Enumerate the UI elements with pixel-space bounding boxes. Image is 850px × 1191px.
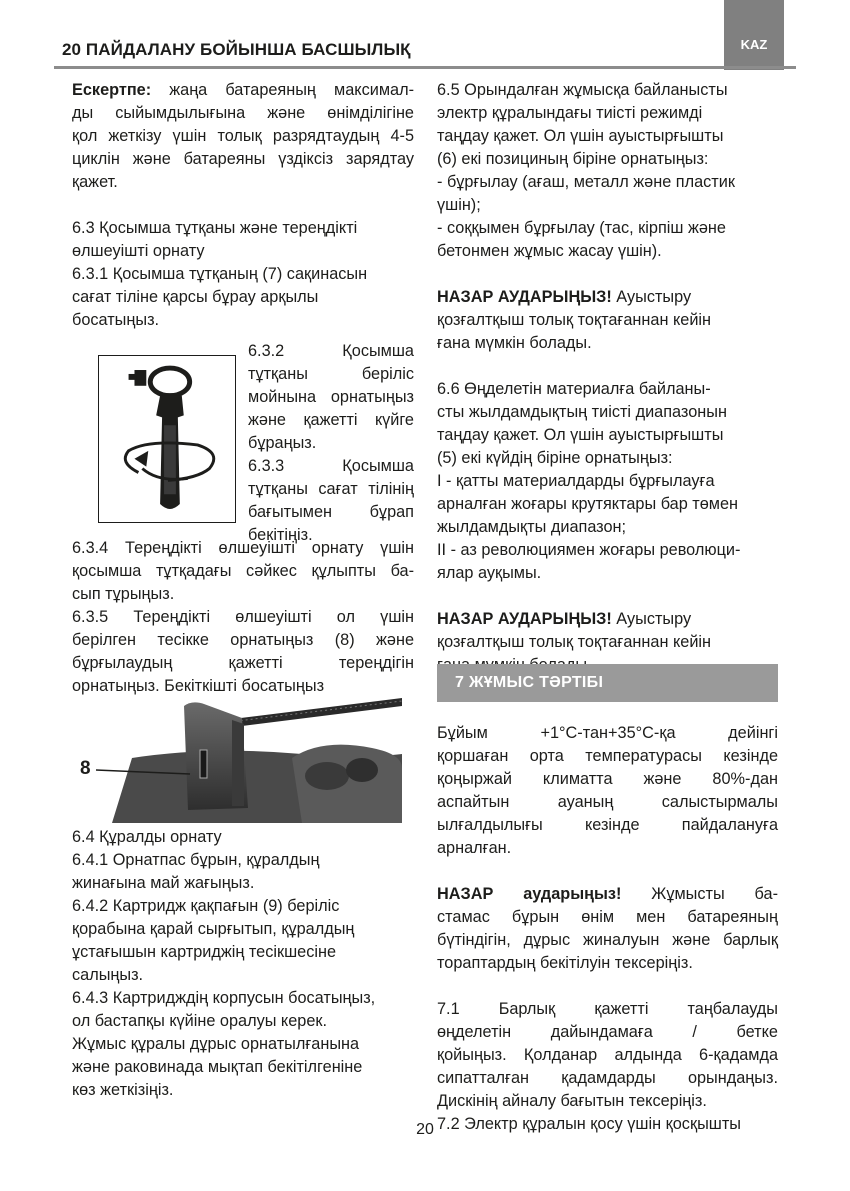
auxiliary-handle-illustration [99, 356, 235, 522]
step-6-5: үшін); [437, 196, 481, 214]
page-header [0, 0, 850, 70]
step-6-5: - соққымен бұрғылау (тас, кірпіш және [437, 219, 726, 237]
page-number: 20 [416, 1121, 434, 1138]
attention-note-3: тораптардың бекітілуін тексеріңіз. [437, 954, 693, 972]
step-6-4-1: жинағына май жағыңыз. [72, 874, 255, 892]
figure-callout-label: 8 [80, 758, 91, 779]
step-6-6: I - қатты материалдарды бұрғылауға [437, 472, 715, 490]
step-6-6: 6.6 Өңделетін материалға байланы- [437, 380, 711, 398]
step-7-1: өңделетін дайындамаға / бетке [437, 1023, 778, 1041]
step-6-6: арналған жоғары крутяктары бар төмен [437, 495, 739, 513]
section-6-3-title: 6.3 Қосымша тұтқаны және тереңдікті [72, 219, 358, 237]
attention-label: НАЗАР аударыңыз! [437, 885, 622, 903]
step-6-4-3: 6.4.3 Картридждің корпусын босатыңыз, [72, 989, 376, 1007]
depth-gauge-figure [72, 698, 402, 823]
attention-note-2: қозғалтқыш толық тоқтағаннан кейін [437, 633, 712, 651]
left-column-middle [72, 537, 414, 698]
section-6-4-title: 6.4 Құралды орнату [72, 828, 222, 846]
step-6-5: электр құралындағы тиісті режимді [437, 104, 703, 122]
step-6-4-2: салыңыз. [72, 966, 144, 984]
step-6-4-3: көз жеткізіңіз. [72, 1081, 174, 1099]
step-6-3-5: орнатыңыз. Бекіткішті босатыңыз [72, 677, 325, 695]
attention-note-1: ғана мүмкін болады. [437, 334, 592, 352]
attention-label: НАЗАР АУДАРЫҢЫЗ! [437, 610, 612, 628]
step-6-3-2: 6.3.2 Қосымша тұтқаны беріліс мойнына орнатыңыз және қажетті күйге бұраңыз. [248, 342, 414, 452]
step-6-5: таңдау қажет. Ол үшін ауыстырғышты [437, 127, 724, 145]
step-6-4-2: 6.4.2 Картридж қақпағын (9) беріліс [72, 897, 340, 915]
step-6-5: - бұрғылау (ағаш, металл және пластик [437, 173, 735, 191]
language-tab [724, 0, 784, 70]
step-6-3-4: сып тұрыңыз. [72, 585, 175, 603]
step-6-6: жылдамдықты диапазон; [437, 518, 627, 536]
step-7-1: Дискінің айналу бағытын тексеріңіз. [437, 1092, 707, 1110]
note-line: циклін және батареяны үздіксіз зарядтау [72, 150, 414, 168]
left-column-bottom [72, 826, 414, 1102]
step-7-2: 7.2 Электр құралын қосу үшін қосқышты [437, 1115, 741, 1133]
step-6-6: таңдау қажет. Ол үшін ауыстырғышты [437, 426, 724, 444]
section-6-3-title: өлшеуішті орнату [72, 242, 205, 260]
header-title: 20 ПАЙДАЛАНУ БОЙЫНША БАСШЫЛЫҚ [62, 40, 411, 59]
step-6-4-3: ол бастапқы күйіне оралуы керек. [72, 1012, 328, 1030]
step-6-3-3: 6.3.3 Қосымша тұтқаны сағат тілінің бағытымен бұрап бекітіңіз. [248, 457, 414, 544]
step-6-3-4: 6.3.4 Тереңдікті өлшеуішті орнату үшін [72, 539, 414, 557]
note-line: қол жеткізу үшін толық разрядтаудың 4-5 [72, 127, 414, 145]
step-7-1: қойыңыз. Қолданар алдында 6-қадамда [437, 1046, 778, 1064]
section-7-intro: Бұйым +1°С-тан+35°С-қа дейінгі [437, 724, 778, 742]
step-6-5: бетонмен жұмыс жасау үшін). [437, 242, 662, 260]
right-column-bottom [437, 722, 778, 1136]
step-6-6: ялар ауқымы. [437, 564, 542, 582]
step-6-3-1: 6.3.1 Қосымша тұтқаның (7) сақинасын [72, 265, 368, 283]
step-6-3-1: босатыңыз. [72, 311, 160, 329]
step-6-6: (5) екі күйдің біріне орнатыңыз: [437, 449, 673, 467]
depth-gauge-illustration [72, 698, 402, 823]
section-7-intro: аспайтын ауаның салыстырмалы [437, 793, 778, 811]
step-6-4-3: және раковинада мықтап бекітілгеніне [72, 1058, 363, 1076]
step-6-5: 6.5 Орындалған жұмысқа байланысты [437, 81, 728, 99]
auxiliary-handle-figure [98, 355, 236, 523]
section-7-intro: қоршаған орта температурасы кезінде [437, 747, 778, 765]
step-6-4-2: ұстағышын картриджің тесікшесіне [72, 943, 337, 961]
attention-note-1: НАЗАР АУДАРЫҢЫЗ! Ауыстыру [437, 288, 692, 306]
step-6-6: II - аз революциямен жоғары революци- [437, 541, 741, 559]
header-divider [54, 66, 796, 69]
step-6-6: сты жылдамдықтың тиісті диапазонын [437, 403, 727, 421]
language-tab-label: KAZ [740, 37, 768, 52]
attention-note-2: НАЗАР АУДАРЫҢЫЗ! Ауыстыру [437, 610, 692, 628]
note-line: қажет. [72, 173, 118, 191]
section-7-title: 7 ЖҰМЫС ТӘРТІБІ [455, 674, 604, 691]
attention-note-3: НАЗАР аударыңыз! Жұмысты ба- [437, 885, 778, 903]
step-6-4-3: Жұмыс құралы дұрыс орнатылғанына [72, 1035, 360, 1053]
attention-note-3: стамас бұрын өнім мен батареяның [437, 908, 778, 926]
step-6-3-1: сағат тіліне қарсы бұрау арқылы [72, 288, 319, 306]
step-6-3-5: бұрғылаудың қажетті тереңдігін [72, 654, 414, 672]
section-7-header [437, 664, 778, 702]
step-6-3-4: қосымша тұтқадағы сәйкес құлыпты ба- [72, 562, 414, 580]
section-7-intro: ылғалдылығы кезінде пайдалануға [437, 816, 778, 834]
attention-note-3: бүтіндігін, дұрыс жиналуын және барлық [437, 931, 778, 949]
step-7-1: 7.1 Барлық қажетті таңбалауды [437, 1000, 778, 1018]
step-6-4-2: қорабына қарай сырғытып, құралдың [72, 920, 355, 938]
step-7-1: сипатталған қадамдарды орындаңыз. [437, 1069, 778, 1087]
right-column-top [437, 79, 778, 677]
step-6-3-5: 6.3.5 Тереңдікті өлшеуішті ол үшін [72, 608, 414, 626]
note-label: Ескертпе: [72, 81, 152, 99]
step-6-3-5: берілген тесікке орнатыңыз (8) және [72, 631, 414, 649]
step-6-4-1: 6.4.1 Орнатпас бұрын, құралдың [72, 851, 320, 869]
left-column-top [72, 79, 414, 332]
attention-label: НАЗАР АУДАРЫҢЫЗ! [437, 288, 612, 306]
attention-note-1: қозғалтқыш толық тоқтағаннан кейін [437, 311, 712, 329]
section-7-intro: қоңыржай климатта және 80%-дан [437, 770, 778, 788]
steps-6-3-2-and-6-3-3 [248, 340, 414, 547]
section-7-intro: арналған. [437, 839, 512, 857]
step-6-5: (6) екі позициның біріне орнатыңыз: [437, 150, 709, 168]
note-text: жаңа батареяның максимал- [151, 81, 414, 99]
note-line: ды сыйымдылығына және өнімділігіне [72, 104, 414, 122]
